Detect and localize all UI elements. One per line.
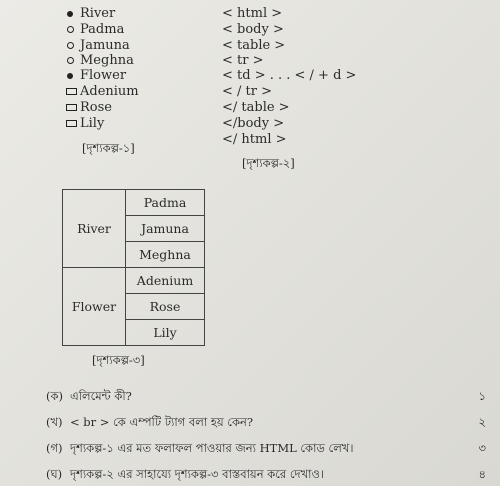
question-mark: ৩ — [478, 441, 486, 455]
question-mark: ৪ — [478, 467, 486, 481]
question-text: এলিমেন্ট কী? — [70, 389, 132, 403]
table-caption: [দৃশ্যকল্প-৩] — [92, 353, 145, 367]
question-row — [46, 440, 486, 459]
question-label: (গ) — [46, 441, 63, 455]
table-row — [63, 190, 205, 216]
question-text: < br > কে এম্পটি ট্যাগ বলা হয় কেন? — [70, 415, 254, 429]
list-item-rose: Rose — [66, 100, 112, 115]
code-line: < table > — [222, 38, 286, 53]
river-flower-table — [62, 189, 205, 346]
table-cell: Jamuna — [126, 216, 205, 242]
circle-bullet-icon — [67, 42, 74, 49]
table-row — [63, 268, 205, 294]
list-item-river: River — [66, 6, 115, 21]
code-line: < body > — [222, 22, 284, 37]
table-cell: Lily — [126, 320, 205, 346]
list-item-lily: Lily — [66, 116, 104, 131]
code-line: < / tr > — [222, 84, 273, 99]
table-cell: Meghna — [126, 242, 205, 268]
code-line: </ table > — [222, 100, 290, 115]
table-cell: Padma — [126, 190, 205, 216]
list-item-padma: Padma — [66, 22, 124, 37]
question-label: (ক) — [46, 389, 64, 403]
list-item-flower: Flower — [66, 68, 126, 83]
question-label: (ঘ) — [46, 467, 63, 481]
table-group-cell-flower: Flower — [63, 268, 126, 346]
question-label: (খ) — [46, 415, 63, 429]
square-bullet-icon — [66, 104, 77, 111]
question-row — [46, 466, 486, 485]
circle-bullet-icon — [67, 26, 74, 33]
disc-bullet-icon — [67, 11, 73, 17]
table-cell: Adenium — [126, 268, 205, 294]
table-group-cell-river: River — [63, 190, 126, 268]
question-text: দৃশ্যকল্প-২ এর সাহায্যে দৃশ্যকল্প-৩ বাস্তবায়ন করে দেখাও। — [70, 467, 325, 481]
code-line: </ html > — [222, 132, 287, 147]
code-line: < tr > — [222, 53, 264, 68]
table-cell: Rose — [126, 294, 205, 320]
list-item-adenium: Adenium — [66, 84, 139, 99]
list-item-jamuna: Jamuna — [66, 38, 130, 53]
question-text: দৃশ্যকল্প-১ এর মত ফলাফল পাওয়ার জন্য HTML কোড লেখ। — [70, 441, 354, 455]
question-row — [46, 414, 486, 433]
list-item-meghna: Meghna — [66, 53, 134, 68]
list-caption: [দৃশ্যকল্প-১] — [82, 141, 135, 155]
disc-bullet-icon — [67, 73, 73, 79]
code-line: < html > — [222, 6, 283, 21]
code-line: </body > — [222, 116, 285, 131]
circle-bullet-icon — [67, 57, 74, 64]
code-caption: [দৃশ্যকল্প-২] — [242, 156, 295, 170]
question-row — [46, 388, 486, 407]
question-mark: ১ — [478, 389, 486, 403]
square-bullet-icon — [66, 120, 77, 127]
question-mark: ২ — [478, 415, 486, 429]
square-bullet-icon — [66, 88, 77, 95]
code-line: < td > . . . < / + d > — [222, 68, 357, 83]
